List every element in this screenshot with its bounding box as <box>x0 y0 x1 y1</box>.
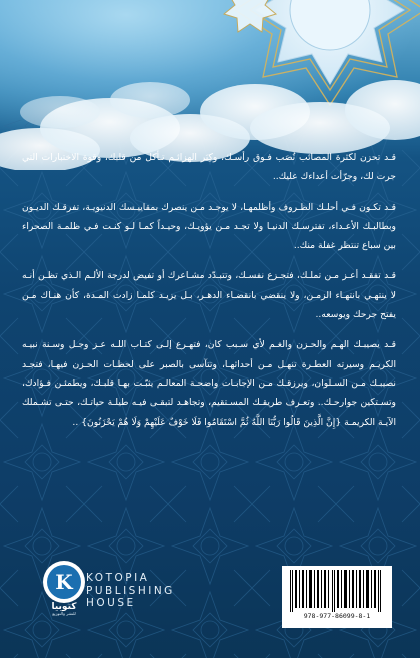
publisher-line-3: HOUSE <box>86 597 136 609</box>
logo-arabic-subtitle: للنشر والتوزيع <box>52 611 76 616</box>
verse-ending: .. <box>72 416 79 428</box>
barcode-bars <box>288 570 386 612</box>
clouds-decoration <box>0 0 420 170</box>
isbn-number: 978-977-86099-8-1 <box>303 612 371 620</box>
kotopia-logo <box>34 556 94 616</box>
logo-arabic-name: كتوبيا <box>51 602 77 612</box>
publisher-line-2: PUBLISHING <box>86 584 175 597</box>
paragraph-3: قـد تفقـد أعـز مـن تملـك، فتجـزع نفسـك، وتتبـدّد مشـاعرك أو تفيض لدرجة الألـم الـذي تظـن أنـه لا ينتهـي بانتهـاء الزمـن، ولا ينقضي بانقضـاء الدهـر، بـل يزيـد كلمـا زادت المـدة، كأن هنـاك مـن يفتح جرحك ويوسعه.. <box>22 270 396 321</box>
back-cover-text <box>22 148 396 437</box>
publisher-line-1: KOTOPIA <box>86 572 150 584</box>
publisher-name <box>86 572 175 610</box>
paragraph-1: قـد تحزن لكثرة المصائب تُصَب فـوق رأسـك، وكِبَر الهزائـم تـأكل من قلبك، وقوة الاختبارات التي جرت لك، وجرّأت أعداءك عليك.. <box>22 152 396 183</box>
logo-letter: K <box>55 570 73 594</box>
isbn-barcode <box>282 566 392 628</box>
quran-verse: {إِنَّ الَّذِينَ قَالُوا رَبُّنَا اللَّهُ ثُمَّ اسْتَقَامُوا فَلَا خَوْفٌ عَلَيْهِمْ وَلَا هُمْ يَحْزَنُونَ} <box>81 416 342 428</box>
paragraph-4-text: قـد يصيبـك الهـم والحـزن والغـم لأي سـبب كان، فتهـرع إلـى كتـاب اللـه عـز وجـل وسـنة نبيـه الكريـم وسيرته العطـرة تنهـل مـن أحداثهـا، وتتآسى بالصبر على لحظـات الحـزن فيهـا، فتجـد نصيبـك مـن السـلوان، ويرزقـك مـن الإجابـات واضحـة المعالـم يثبّـت بهـا قلبـك، ويطمئـن فـؤادك، وتسـتكين جوارحـك.. وتعـرف طريقـك المسـتقيم، وتجاهـد لتبقـى فيـه طيلـة حياتـك، حتـى تشـملك الآيـة الكريمـة <box>22 339 396 428</box>
paragraph-4 <box>22 335 396 431</box>
paragraph-2: قـد تكـون فـي أحلـك الظـروف وأظلمهـا، لا يوجـد مـن ينصرك بمقاييـسك الدنيويـة، تفرقـك الديـون وبطالبـك الأعـداء، تفترسـك الدنيـا ولا تجـد مـن يؤويـك، وحيـداً كمـا لـو كنـت فـي ظلمـة الصحراء بين سباع تنتظر غفلة منك.. <box>22 201 396 252</box>
